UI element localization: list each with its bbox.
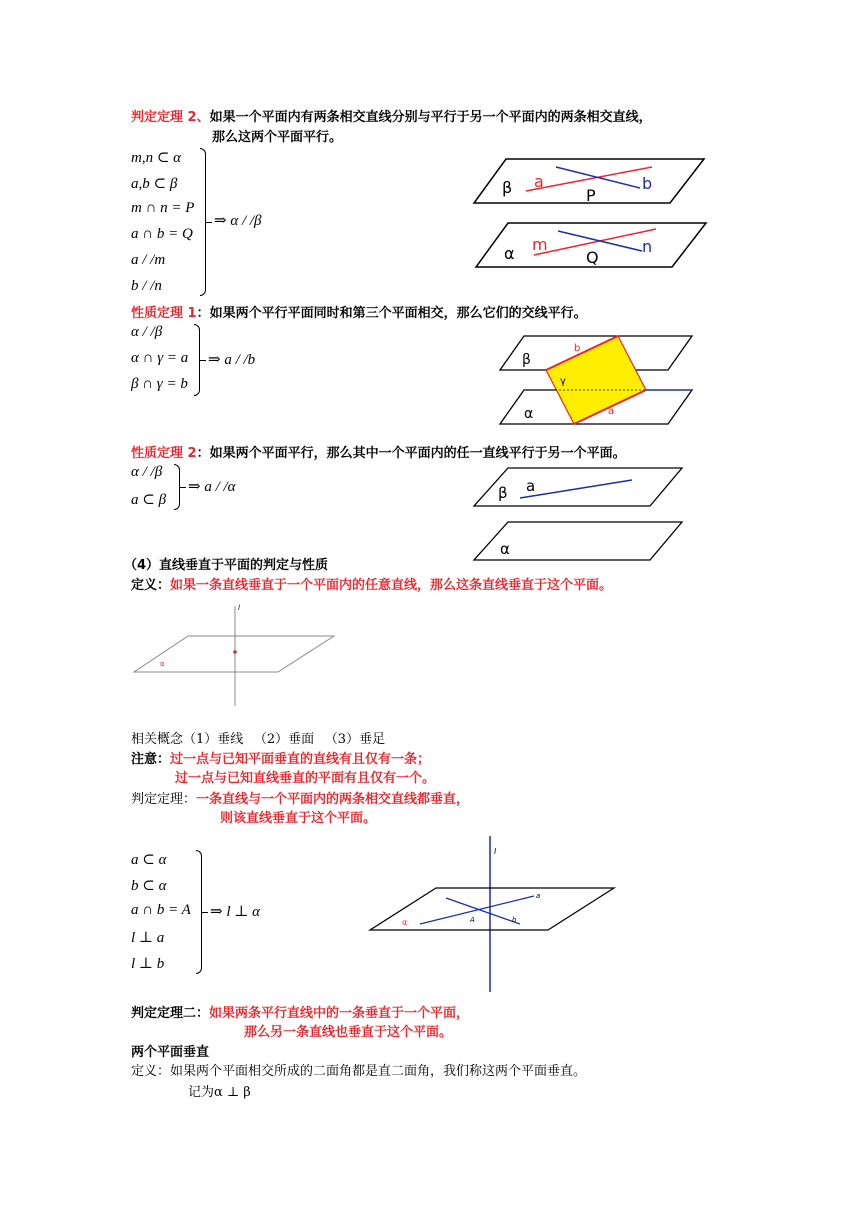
note-line1 <box>131 748 430 767</box>
math-conclusion: ⇒ a / /α <box>188 479 236 495</box>
judgement-text2: 则该直线垂直于这个平面。 <box>220 811 377 826</box>
label-a: a <box>526 477 536 495</box>
definition-text: 如果一条直线垂直于一个平面内的任意直线，那么这条直线垂直于这个平面。 <box>170 578 613 593</box>
property1-label: 性质定理 1 <box>131 306 197 321</box>
figure-line-in-parallel-plane <box>470 464 690 564</box>
label-a: a <box>536 892 541 900</box>
math-line: α / /β <box>131 464 163 480</box>
judgement-text1: 一条直线与一个平面内的两条相交直线都垂直， <box>196 792 470 807</box>
theorem2-label: 判定定理 2、 <box>131 110 210 125</box>
math-line: α ∩ γ = a <box>131 350 189 366</box>
judgement2-text1: 如果两条平行直线中的一条垂直于一个平面， <box>209 1006 470 1021</box>
definition-label: 定义： <box>131 578 171 593</box>
label-P: P <box>586 186 596 205</box>
label-beta: β <box>502 178 513 197</box>
math-line: a ∩ b = A <box>131 902 191 918</box>
label-alpha: α <box>402 918 408 927</box>
math-line: l ⊥ b <box>131 956 165 972</box>
math-line: a ∩ b = Q <box>131 226 193 242</box>
label-alpha: α <box>504 244 515 263</box>
label-b: b <box>512 916 517 924</box>
perpendicular-planes-notation: 记为α ⊥ β <box>188 1085 251 1100</box>
theorem2-line1 <box>131 106 652 125</box>
theorem2-text: 如果一个平面内有两条相交直线分别与平行于另一个平面内的两条相交直线， <box>209 110 652 125</box>
math-line: a,b ⊂ β <box>131 176 178 192</box>
math-conclusion: ⇒ l ⊥ α <box>210 904 260 920</box>
figure-parallel-planes-cut <box>496 334 696 428</box>
math-line: β ∩ γ = b <box>131 376 188 392</box>
math-line: a ⊂ α <box>131 852 167 868</box>
property1-line <box>131 302 587 321</box>
label-a: a <box>608 406 615 417</box>
math-brace <box>174 464 180 510</box>
related-concepts: 相关概念（1）垂线 （2）垂面 （3）垂足 <box>131 732 386 747</box>
label-b: b <box>574 343 581 354</box>
math-brace <box>194 324 200 396</box>
label-l: l <box>238 604 240 612</box>
judgement-line1 <box>131 788 469 807</box>
judgement2-label: 判定定理二： <box>131 1006 210 1021</box>
label-a: a <box>534 172 544 191</box>
math-line: l ⊥ a <box>131 930 165 946</box>
label-gamma: γ <box>560 376 566 387</box>
line-b <box>556 167 640 188</box>
label-alpha: α <box>160 660 165 668</box>
figure-line-perpendicular-plane <box>130 600 340 710</box>
property2-line <box>131 442 626 461</box>
section4-heading: （4）直线垂直于平面的判定与性质 <box>124 558 329 573</box>
figure-parallel-planes-1 <box>470 155 710 275</box>
figure-line-perp-two-lines <box>368 834 618 994</box>
perpendicular-planes-definition: 定义：如果两个平面相交所成的二面角都是直二面角，我们称这两个平面垂直。 <box>131 1064 587 1079</box>
line-a <box>420 896 534 924</box>
math-line: a / /m <box>131 252 166 268</box>
property2-label: 性质定理 2 <box>131 446 197 461</box>
perpendicular-planes-heading: 两个平面垂直 <box>131 1045 210 1060</box>
math-line: b ⊂ α <box>131 878 167 894</box>
math-line: a ⊂ β <box>131 492 167 508</box>
judgement2-line1 <box>131 1002 469 1021</box>
math-line: α / /β <box>131 324 163 340</box>
note-text2: 过一点与已知直线垂直的平面有且仅有一个。 <box>175 771 436 786</box>
label-alpha: α <box>524 406 534 422</box>
line-a <box>520 480 632 498</box>
property1-text: ：如果两个平行平面同时和第三个平面相交，那么它们的交线平行。 <box>196 306 587 321</box>
math-line: m ∩ n = P <box>131 200 195 216</box>
section4-definition <box>131 574 612 593</box>
judgement-label: 判定定理： <box>131 792 197 807</box>
math-line: m,n ⊂ α <box>131 150 182 166</box>
label-n: n <box>642 237 653 256</box>
label-alpha: α <box>500 540 510 558</box>
label-beta: β <box>522 352 531 368</box>
math-conclusion: ⇒ a / /b <box>208 352 256 368</box>
label-m: m <box>532 235 548 254</box>
judgement2-text2: 那么另一条直线也垂直于这个平面。 <box>244 1025 453 1040</box>
label-b: b <box>642 174 653 193</box>
label-Q: Q <box>586 248 599 267</box>
property2-text: ：如果两个平面平行，那么其中一个平面内的任一直线平行于另一个平面。 <box>196 446 626 461</box>
note-label: 注意： <box>131 752 171 767</box>
note-text1: 过一点与已知平面垂直的直线有且仅有一条； <box>170 752 431 767</box>
math-line: b / /n <box>131 278 162 294</box>
foot-point <box>233 650 237 654</box>
math-brace <box>200 148 206 296</box>
math-conclusion: ⇒ α / /β <box>214 213 262 229</box>
math-brace <box>196 850 202 974</box>
label-beta: β <box>498 484 508 502</box>
label-l: l <box>494 847 497 856</box>
label-A: A <box>470 916 475 924</box>
theorem2-line2: 那么这两个平面平行。 <box>212 130 343 145</box>
